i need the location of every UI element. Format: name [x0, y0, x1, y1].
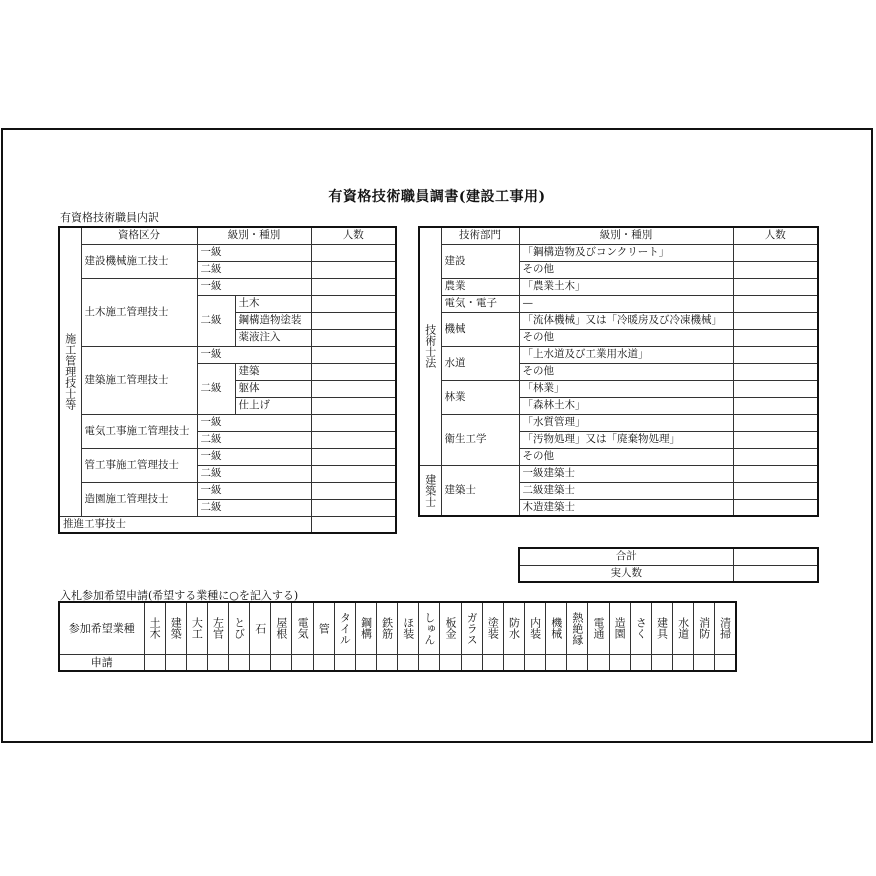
trade-label: 管 [313, 602, 334, 654]
trade-request-cell[interactable] [503, 654, 524, 671]
type-label: 一級建築士 [519, 465, 733, 482]
page-title: 有資格技術職員調書(建設工事用) [328, 189, 546, 205]
dept-label: 林業 [441, 380, 519, 414]
grade-label: 一級 [197, 482, 311, 499]
trade-label: 清掃 [715, 602, 736, 654]
count-cell[interactable] [733, 397, 818, 414]
engineer-table [418, 226, 819, 517]
trade-label: 左官 [207, 602, 228, 654]
grade-label: 二級 [197, 363, 235, 414]
trade-request-cell[interactable] [186, 654, 207, 671]
header-count: 人数 [733, 227, 818, 244]
trade-request-cell[interactable] [461, 654, 482, 671]
bid-caption: 入札参加希望申請(希望する業種に○を記入する) [60, 589, 299, 602]
trade-label: 塗装 [482, 602, 503, 654]
dept-label: 水道 [441, 346, 519, 380]
dept-label: 電気・電子 [441, 295, 519, 312]
count-cell[interactable] [733, 244, 818, 261]
type-label: 「鋼構造物及びコンクリート」 [519, 244, 733, 261]
trade-request-cell[interactable] [715, 654, 736, 671]
trade-label: しゅん [419, 602, 440, 654]
grade-label: 二級 [197, 431, 311, 448]
count-cell[interactable] [733, 414, 818, 431]
trade-label: 造園 [609, 602, 630, 654]
trade-label: 熱絶縁 [567, 602, 588, 654]
count-cell[interactable] [733, 431, 818, 448]
header-count: 人数 [311, 227, 396, 244]
trade-label: 内装 [525, 602, 546, 654]
grade-label: 二級 [197, 499, 311, 516]
header-dept: 技術部門 [441, 227, 519, 244]
trade-request-cell[interactable] [567, 654, 588, 671]
count-cell[interactable] [733, 295, 818, 312]
trade-request-cell[interactable] [482, 654, 503, 671]
trade-label: さく [630, 602, 651, 654]
trade-request-cell[interactable] [355, 654, 376, 671]
grade-label: 二級 [197, 295, 235, 346]
trade-label: とび [229, 602, 250, 654]
trade-request-cell[interactable] [440, 654, 461, 671]
type-label: 「水質管理」 [519, 414, 733, 431]
bid-row-label: 参加希望業種 [59, 602, 144, 654]
count-cell[interactable] [311, 380, 396, 397]
trade-label: 建築 [165, 602, 186, 654]
left-caption: 有資格技術職員内訳 [60, 211, 159, 224]
trade-label: 屋根 [271, 602, 292, 654]
trade-request-cell[interactable] [377, 654, 398, 671]
totals-table [518, 547, 819, 583]
count-cell[interactable] [733, 482, 818, 499]
trade-request-cell[interactable] [673, 654, 694, 671]
type-label: 鋼構造物塗装 [235, 312, 311, 329]
qualification-label: 推進工事技士 [59, 516, 311, 533]
type-label: 「上水道及び工業用水道」 [519, 346, 733, 363]
trade-label: タイル [334, 602, 355, 654]
group-label: 建築士 [419, 465, 441, 516]
trade-label: 大工 [186, 602, 207, 654]
grade-label: 一級 [197, 346, 311, 363]
trade-label: 防水 [503, 602, 524, 654]
count-cell[interactable] [311, 278, 396, 295]
count-cell[interactable] [733, 363, 818, 380]
trade-label: 機械 [546, 602, 567, 654]
grade-label: 二級 [197, 261, 311, 278]
trade-request-cell[interactable] [419, 654, 440, 671]
type-label: その他 [519, 329, 733, 346]
trade-label: ガラス [461, 602, 482, 654]
count-cell[interactable] [733, 312, 818, 329]
qualification-label: 建築施工管理技士 [81, 346, 197, 414]
count-cell[interactable] [733, 278, 818, 295]
grade-label: 一級 [197, 244, 311, 261]
type-label: 土木 [235, 295, 311, 312]
request-label: 申請 [59, 654, 144, 671]
type-label: 「汚物処理」又は「廃棄物処理」 [519, 431, 733, 448]
type-label: 「林業」 [519, 380, 733, 397]
type-label: 「森林土木」 [519, 397, 733, 414]
type-label: その他 [519, 261, 733, 278]
type-label: 仕上げ [235, 397, 311, 414]
count-cell[interactable] [311, 397, 396, 414]
grade-label: 一級 [197, 414, 311, 431]
group-label: 施工管理技士等 [59, 227, 81, 516]
grade-label: 一級 [197, 448, 311, 465]
count-cell[interactable] [311, 346, 396, 363]
trade-request-cell[interactable] [609, 654, 630, 671]
trade-request-cell[interactable] [313, 654, 334, 671]
actual-count-cell[interactable] [733, 565, 818, 582]
trade-label: 電通 [588, 602, 609, 654]
type-label: — [519, 295, 733, 312]
dept-label: 農業 [441, 278, 519, 295]
dept-label: 衛生工学 [441, 414, 519, 465]
group-label: 技術士法 [419, 227, 441, 465]
qualification-label: 土木施工管理技士 [81, 278, 197, 346]
trade-label: 水道 [673, 602, 694, 654]
count-cell[interactable] [311, 363, 396, 380]
count-cell[interactable] [311, 431, 396, 448]
grade-label: 二級 [197, 465, 311, 482]
dept-label: 機械 [441, 312, 519, 346]
trade-request-cell[interactable] [292, 654, 313, 671]
trade-label: 消防 [694, 602, 715, 654]
type-label: 建築 [235, 363, 311, 380]
trade-label: 鋼構 [355, 602, 376, 654]
count-cell[interactable] [311, 499, 396, 516]
dept-label: 建設 [441, 244, 519, 278]
trade-request-cell[interactable] [588, 654, 609, 671]
type-label: 「農業土木」 [519, 278, 733, 295]
count-cell[interactable] [733, 261, 818, 278]
trade-request-cell[interactable] [398, 654, 419, 671]
count-cell[interactable] [311, 261, 396, 278]
count-cell[interactable] [733, 465, 818, 482]
count-cell[interactable] [311, 516, 396, 533]
trade-request-cell[interactable] [165, 654, 186, 671]
type-label: 「流体機械」又は「冷暖房及び冷凍機械」 [519, 312, 733, 329]
trade-request-cell[interactable] [651, 654, 672, 671]
trade-request-cell[interactable] [250, 654, 271, 671]
actual-count-label: 実人数 [519, 565, 733, 582]
trade-label: 板金 [440, 602, 461, 654]
type-label: その他 [519, 448, 733, 465]
count-cell[interactable] [733, 380, 818, 397]
header-grade: 級別・種別 [197, 227, 311, 244]
header-category: 資格区分 [81, 227, 197, 244]
trade-request-cell[interactable] [207, 654, 228, 671]
trade-label: 建具 [651, 602, 672, 654]
qualification-label: 管工事施工管理技士 [81, 448, 197, 482]
count-cell[interactable] [311, 465, 396, 482]
count-cell[interactable] [311, 329, 396, 346]
type-label: 薬液注入 [235, 329, 311, 346]
type-label: その他 [519, 363, 733, 380]
count-cell[interactable] [311, 414, 396, 431]
total-label: 合計 [519, 548, 733, 565]
trade-label: 土木 [144, 602, 165, 654]
trade-label: 石 [250, 602, 271, 654]
grade-label: 一級 [197, 278, 311, 295]
trade-request-cell[interactable] [525, 654, 546, 671]
construction-manager-table [58, 226, 397, 534]
trade-label: 鉄筋 [377, 602, 398, 654]
qualification-label: 電気工事施工管理技士 [81, 414, 197, 448]
trade-label: 電気 [292, 602, 313, 654]
total-cell[interactable] [733, 548, 818, 565]
count-cell[interactable] [311, 448, 396, 465]
count-cell[interactable] [733, 448, 818, 465]
count-cell[interactable] [311, 482, 396, 499]
count-cell[interactable] [311, 295, 396, 312]
trade-request-cell[interactable] [694, 654, 715, 671]
dept-label: 建築士 [441, 465, 519, 516]
trade-label: ほ装 [398, 602, 419, 654]
qualification-label: 造園施工管理技士 [81, 482, 197, 516]
count-cell[interactable] [311, 244, 396, 261]
bid-table [58, 601, 737, 672]
trade-request-cell[interactable] [546, 654, 567, 671]
trade-request-cell[interactable] [334, 654, 355, 671]
trade-request-cell[interactable] [144, 654, 165, 671]
qualification-label: 建設機械施工技士 [81, 244, 197, 278]
trade-request-cell[interactable] [271, 654, 292, 671]
trade-request-cell[interactable] [229, 654, 250, 671]
type-label: 木造建築士 [519, 499, 733, 516]
header-grade: 級別・種別 [519, 227, 733, 244]
type-label: 二級建築士 [519, 482, 733, 499]
count-cell[interactable] [733, 499, 818, 516]
count-cell[interactable] [733, 346, 818, 363]
type-label: 躯体 [235, 380, 311, 397]
trade-request-cell[interactable] [630, 654, 651, 671]
count-cell[interactable] [311, 312, 396, 329]
count-cell[interactable] [733, 329, 818, 346]
